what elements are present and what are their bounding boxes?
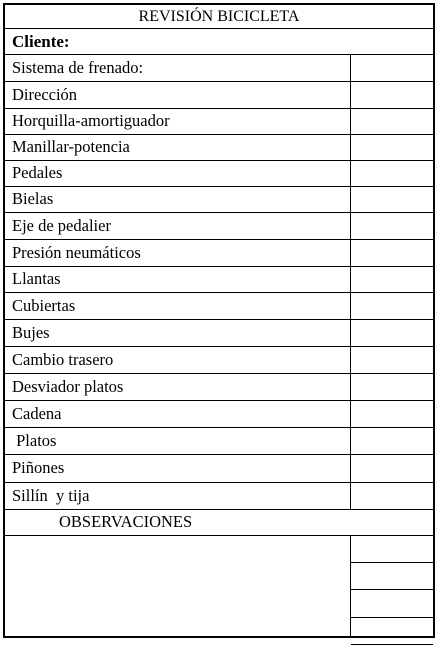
inspection-item-row — [5, 55, 433, 82]
observations-text-box[interactable] — [5, 536, 351, 636]
inspection-item-row — [5, 483, 433, 510]
inspection-item-row — [5, 428, 433, 455]
inspection-item-label: Desviador platos — [5, 374, 351, 400]
inspection-item-check-box[interactable] — [351, 213, 433, 239]
inspection-item-label: Llantas — [5, 267, 351, 292]
inspection-item-label: Bielas — [5, 187, 351, 212]
inspection-item-check-box[interactable] — [351, 161, 433, 186]
inspection-item-row — [5, 347, 433, 374]
inspection-item-row — [5, 455, 433, 483]
inspection-item-row — [5, 213, 433, 240]
inspection-item-label: Platos — [5, 428, 351, 454]
inspection-item-row — [5, 293, 433, 320]
inspection-item-row — [5, 374, 433, 401]
inspection-item-check-box[interactable] — [351, 82, 433, 108]
inspection-item-check-box[interactable] — [351, 455, 433, 482]
inspection-item-check-box[interactable] — [351, 374, 433, 400]
observations-check-box[interactable] — [351, 536, 433, 563]
inspection-item-row — [5, 267, 433, 293]
inspection-item-label: Cadena — [5, 401, 351, 427]
inspection-item-check-box[interactable] — [351, 109, 433, 134]
form-title: REVISIÓN BICICLETA — [138, 7, 300, 25]
inspection-item-row — [5, 161, 433, 187]
observations-area — [5, 536, 433, 636]
inspection-item-check-box[interactable] — [351, 293, 433, 319]
inspection-item-check-box[interactable] — [351, 401, 433, 427]
inspection-item-check-box[interactable] — [351, 483, 433, 509]
inspection-item-row — [5, 240, 433, 267]
inspection-item-check-box[interactable] — [351, 187, 433, 212]
inspection-item-label: Dirección — [5, 82, 351, 108]
observations-check-box[interactable] — [351, 591, 433, 618]
inspection-item-check-box[interactable] — [351, 135, 433, 160]
inspection-item-check-box[interactable] — [351, 267, 433, 292]
inspection-item-row — [5, 187, 433, 213]
inspection-item-label: Cambio trasero — [5, 347, 351, 373]
inspection-item-label: Bujes — [5, 320, 351, 346]
observations-check-box[interactable] — [351, 563, 433, 590]
inspection-item-label: Sistema de frenado: — [5, 55, 351, 81]
inspection-item-label: Eje de pedalier — [5, 213, 351, 239]
inspection-item-check-box[interactable] — [351, 55, 433, 81]
inspection-item-row — [5, 82, 433, 109]
inspection-item-check-box[interactable] — [351, 347, 433, 373]
observations-check-box[interactable] — [351, 618, 433, 645]
observations-header-row — [5, 510, 433, 536]
observations-label: OBSERVACIONES — [59, 512, 193, 531]
inspection-item-check-box[interactable] — [351, 320, 433, 346]
inspection-item-label: Sillín y tija — [5, 483, 351, 509]
inspection-item-row — [5, 109, 433, 135]
inspection-item-row — [5, 401, 433, 428]
form-title-row — [5, 5, 433, 29]
inspection-item-row — [5, 320, 433, 347]
client-label: Cliente: — [12, 31, 70, 51]
inspection-item-label: Presión neumáticos — [5, 240, 351, 266]
inspection-item-label: Pedales — [5, 161, 351, 186]
inspection-item-check-box[interactable] — [351, 240, 433, 266]
inspection-item-row — [5, 135, 433, 161]
bike-inspection-form — [3, 3, 435, 638]
inspection-item-check-box[interactable] — [351, 428, 433, 454]
client-row[interactable] — [5, 29, 433, 55]
inspection-item-label: Manillar-potencia — [5, 135, 351, 160]
inspection-item-label: Cubiertas — [5, 293, 351, 319]
inspection-item-label: Piñones — [5, 455, 351, 482]
inspection-item-label: Horquilla-amortiguador — [5, 109, 351, 134]
